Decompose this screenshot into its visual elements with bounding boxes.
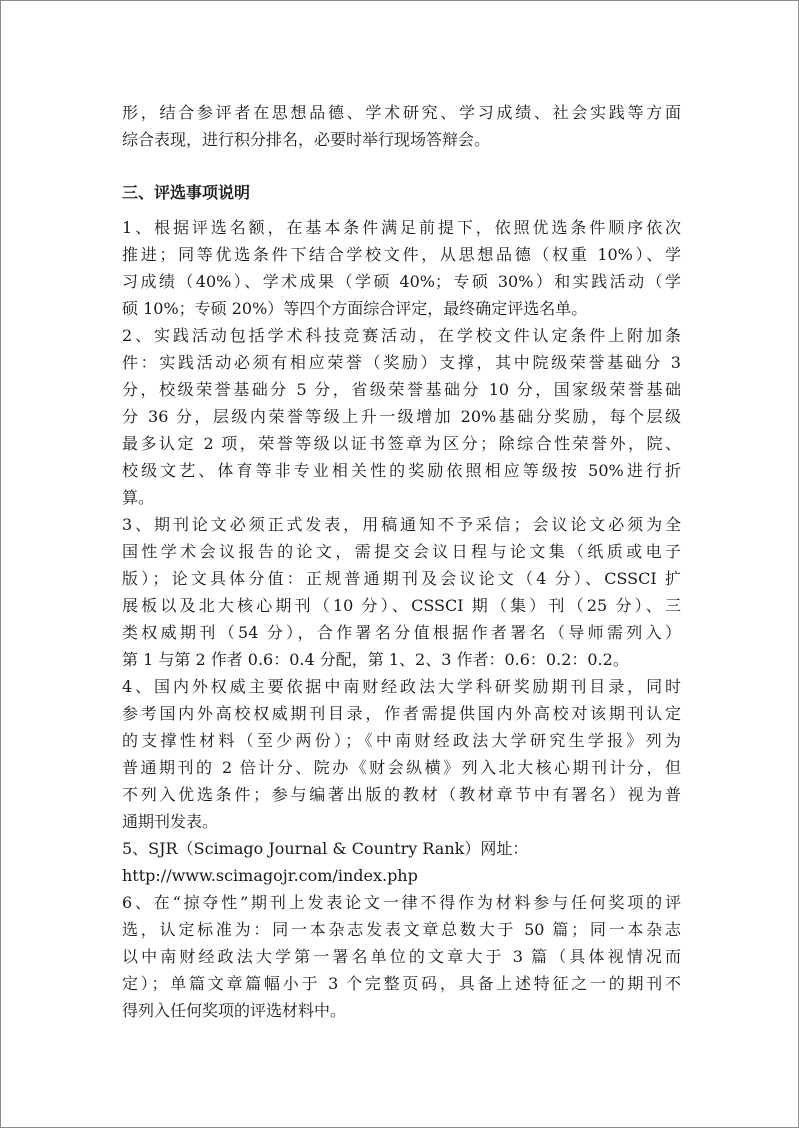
item-paragraph-2 bbox=[122, 322, 681, 511]
text-line: 3、期刊论文必须正式发表，用稿通知不予采信；会议论文必须为全 bbox=[122, 515, 681, 534]
text-line: 类权威期刊（54 分），合作署名分值根据作者署名（导师需列入） bbox=[122, 623, 681, 642]
text-line: 定）；单篇文章篇幅小于 3 个完整页码，具备上述特征之一的期刊不 bbox=[122, 974, 681, 993]
text-line: 形，结合参评者在思想品德、学术研究、学习成绩、社会实践等方面 bbox=[122, 103, 681, 122]
text-line: 普通期刊的 2 倍计分、院办《财会纵横》列入北大核心期刊计分，但 bbox=[122, 758, 681, 777]
text-line: 校级文艺、体育等非专业相关性的奖励依照相应等级按 50%进行折 bbox=[122, 461, 681, 480]
text-line: 2、实践活动包括学术科技竞赛活动，在学校文件认定条件上附加条 bbox=[122, 326, 681, 345]
text-line: 综合表现，进行积分排名，必要时举行现场答辩会。 bbox=[122, 130, 491, 149]
text-line: 推进；同等优选条件下结合学校文件，从思想品德（权重 10%）、学 bbox=[122, 245, 681, 264]
text-line: 的支撑性材料（至少两份）；《中南财经政法大学研究生学报》列为 bbox=[122, 731, 681, 750]
text-line: 选，认定标准为：同一本杂志发表文章总数大于 50 篇；同一本杂志 bbox=[122, 920, 681, 939]
text-line: 习成绩（40%）、学术成果（学硕 40%；专硕 30%）和实践活动（学 bbox=[122, 272, 681, 291]
text-line: 算。 bbox=[122, 488, 155, 507]
text-line: 通期刊发表。 bbox=[122, 812, 219, 831]
url-text: http://www.scimagojr.com/index.php bbox=[122, 866, 418, 885]
item-paragraph-4 bbox=[122, 673, 681, 835]
item-paragraph-5 bbox=[122, 835, 681, 889]
intro-paragraph bbox=[122, 99, 681, 153]
text-line: 1、根据评选名额，在基本条件满足前提下，依照优选条件顺序依次 bbox=[122, 218, 681, 237]
text-line: 分，校级荣誉基础分 5 分，省级荣誉基础分 10 分，国家级荣誉基础 bbox=[122, 380, 681, 399]
text-line: 5、SJR（Scimago Journal & Country Rank）网址： bbox=[122, 839, 529, 858]
text-line: 分 36 分，层级内荣誉等级上升一级增加 20%基础分奖励，每个层级 bbox=[122, 407, 681, 426]
text-line: 参考国内外高校权威期刊目录，作者需提供国内外高校对该期刊认定 bbox=[122, 704, 681, 723]
text-line: 以中南财经政法大学第一署名单位的文章大于 3 篇（具体视情况而 bbox=[122, 947, 681, 966]
text-line: 件：实践活动必须有相应荣誉（奖励）支撑，其中院级荣誉基础分 3 bbox=[122, 353, 681, 372]
item-paragraph-1 bbox=[122, 214, 681, 322]
text-line: 4、国内外权威主要依据中南财经政法大学科研奖励期刊目录，同时 bbox=[122, 677, 681, 696]
text-line: 国性学术会议报告的论文，需提交会议日程与论文集（纸质或电子 bbox=[122, 542, 681, 561]
text-line: 6、在“掠夺性”期刊上发表论文一律不得作为材料参与任何奖项的评 bbox=[122, 893, 681, 912]
text-line: 最多认定 2 项，荣誉等级以证书签章为区分；除综合性荣誉外，院、 bbox=[122, 434, 681, 453]
text-line: 得列入任何奖项的评选材料中。 bbox=[122, 1001, 347, 1020]
item-paragraph-3 bbox=[122, 511, 681, 673]
section-heading: 三、评选事项说明 bbox=[122, 183, 251, 202]
text-line: 版）；论文具体分值：正规普通期刊及会议论文（4 分）、CSSCI 扩 bbox=[122, 569, 681, 588]
text-line: 第 1 与第 2 作者 0.6：0.4 分配，第 1、2、3 作者：0.6：0.2：0.2。 bbox=[122, 650, 629, 669]
text-line: 不列入优选条件；参与编著出版的教材（教材章节中有署名）视为普 bbox=[122, 785, 681, 804]
text-line: 硕 10%；专硕 20%）等四个方面综合评定，最终确定评选名单。 bbox=[122, 299, 588, 318]
document-body bbox=[122, 99, 681, 1024]
text-line: 展板以及北大核心期刊（10 分）、CSSCI 期（集）刊（25 分）、三 bbox=[122, 596, 681, 615]
item-paragraph-6 bbox=[122, 889, 681, 1024]
